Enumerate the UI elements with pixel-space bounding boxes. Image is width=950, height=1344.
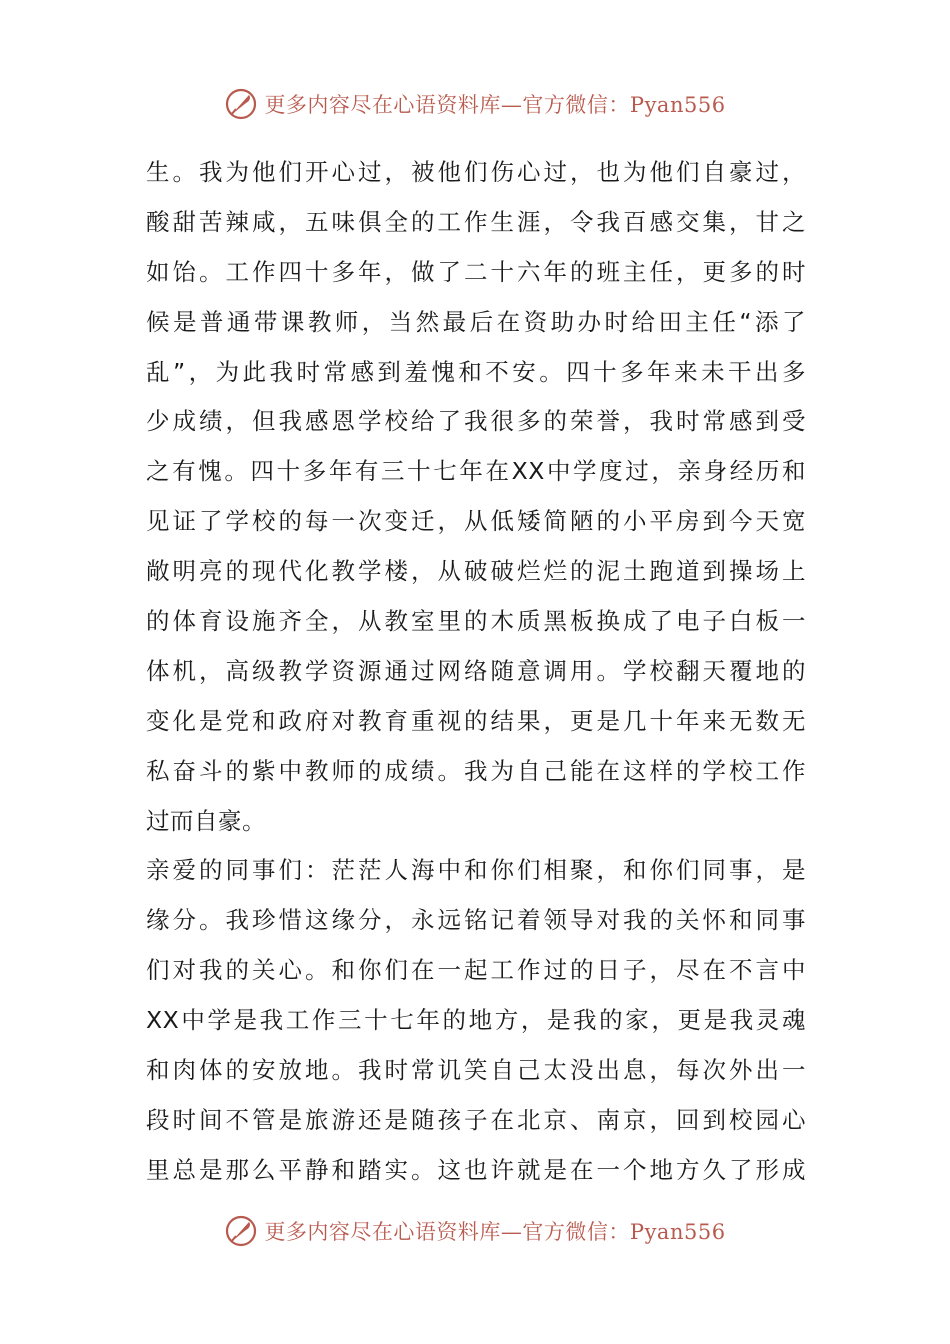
body-line: 见证了学校的每一次变迁，从低矮简陋的小平房到今天宽 xyxy=(146,507,806,536)
body-line: 私奋斗的紫中教师的成绩。我为自己能在这样的学校工作 xyxy=(146,756,806,785)
quill-logo-icon xyxy=(224,1214,258,1248)
body-line: 如饴。工作四十多年，做了二十六年的班主任，更多的时 xyxy=(146,257,806,286)
body-line: 段时间不管是旅游还是随孩子在北京、南京，回到校园心 xyxy=(146,1105,806,1134)
footer-promo-text: 更多内容尽在心语资料库—官方微信：Pyan556 xyxy=(264,1220,726,1244)
header-banner xyxy=(0,84,950,124)
body-line: 乱”，为此我时常感到羞愧和不安。四十多年来未干出多 xyxy=(146,357,806,386)
body-line: 变化是党和政府对教育重视的结果，更是几十年来无数无 xyxy=(146,706,806,735)
quill-logo-icon xyxy=(224,87,258,121)
body-line: 们对我的关心。和你们在一起工作过的日子，尽在不言中 xyxy=(146,956,806,985)
body-line: 生。我为他们开心过，被他们伤心过，也为他们自豪过， xyxy=(146,158,806,186)
footer-banner xyxy=(0,1211,950,1251)
body-line: 过而自豪。 xyxy=(146,806,266,835)
document-body xyxy=(146,148,806,1196)
body-line: 亲爱的同事们：茫茫人海中和你们相聚，和你们同事，是 xyxy=(146,856,806,885)
body-line: 敞明亮的现代化教学楼，从破破烂烂的泥土跑道到操场上 xyxy=(146,557,806,586)
body-line: 里总是那么平静和踏实。这也许就是在一个地方久了形成 xyxy=(146,1155,806,1184)
body-line: 的体育设施齐全，从教室里的木质黑板换成了电子白板一 xyxy=(146,607,806,636)
body-line: 酸甜苦辣咸，五味俱全的工作生涯，令我百感交集，甘之 xyxy=(146,207,806,236)
body-line: XX中学是我工作三十七年的地方，是我的家，更是我灵魂 xyxy=(146,1006,806,1035)
body-line: 少成绩，但我感恩学校给了我很多的荣誉，我时常感到受 xyxy=(146,407,806,436)
body-line: 缘分。我珍惜这缘分，永远铭记着领导对我的关怀和同事 xyxy=(146,906,806,935)
body-line: 之有愧。四十多年有三十七年在XX中学度过，亲身经历和 xyxy=(146,457,806,486)
body-line: 体机，高级教学资源通过网络随意调用。学校翻天覆地的 xyxy=(146,656,806,685)
body-line: 和肉体的安放地。我时常讥笑自己太没出息，每次外出一 xyxy=(146,1056,806,1085)
header-promo-text: 更多内容尽在心语资料库—官方微信：Pyan556 xyxy=(264,93,726,117)
body-line: 候是普通带课教师，当然最后在资助办时给田主任“添了 xyxy=(146,307,806,336)
